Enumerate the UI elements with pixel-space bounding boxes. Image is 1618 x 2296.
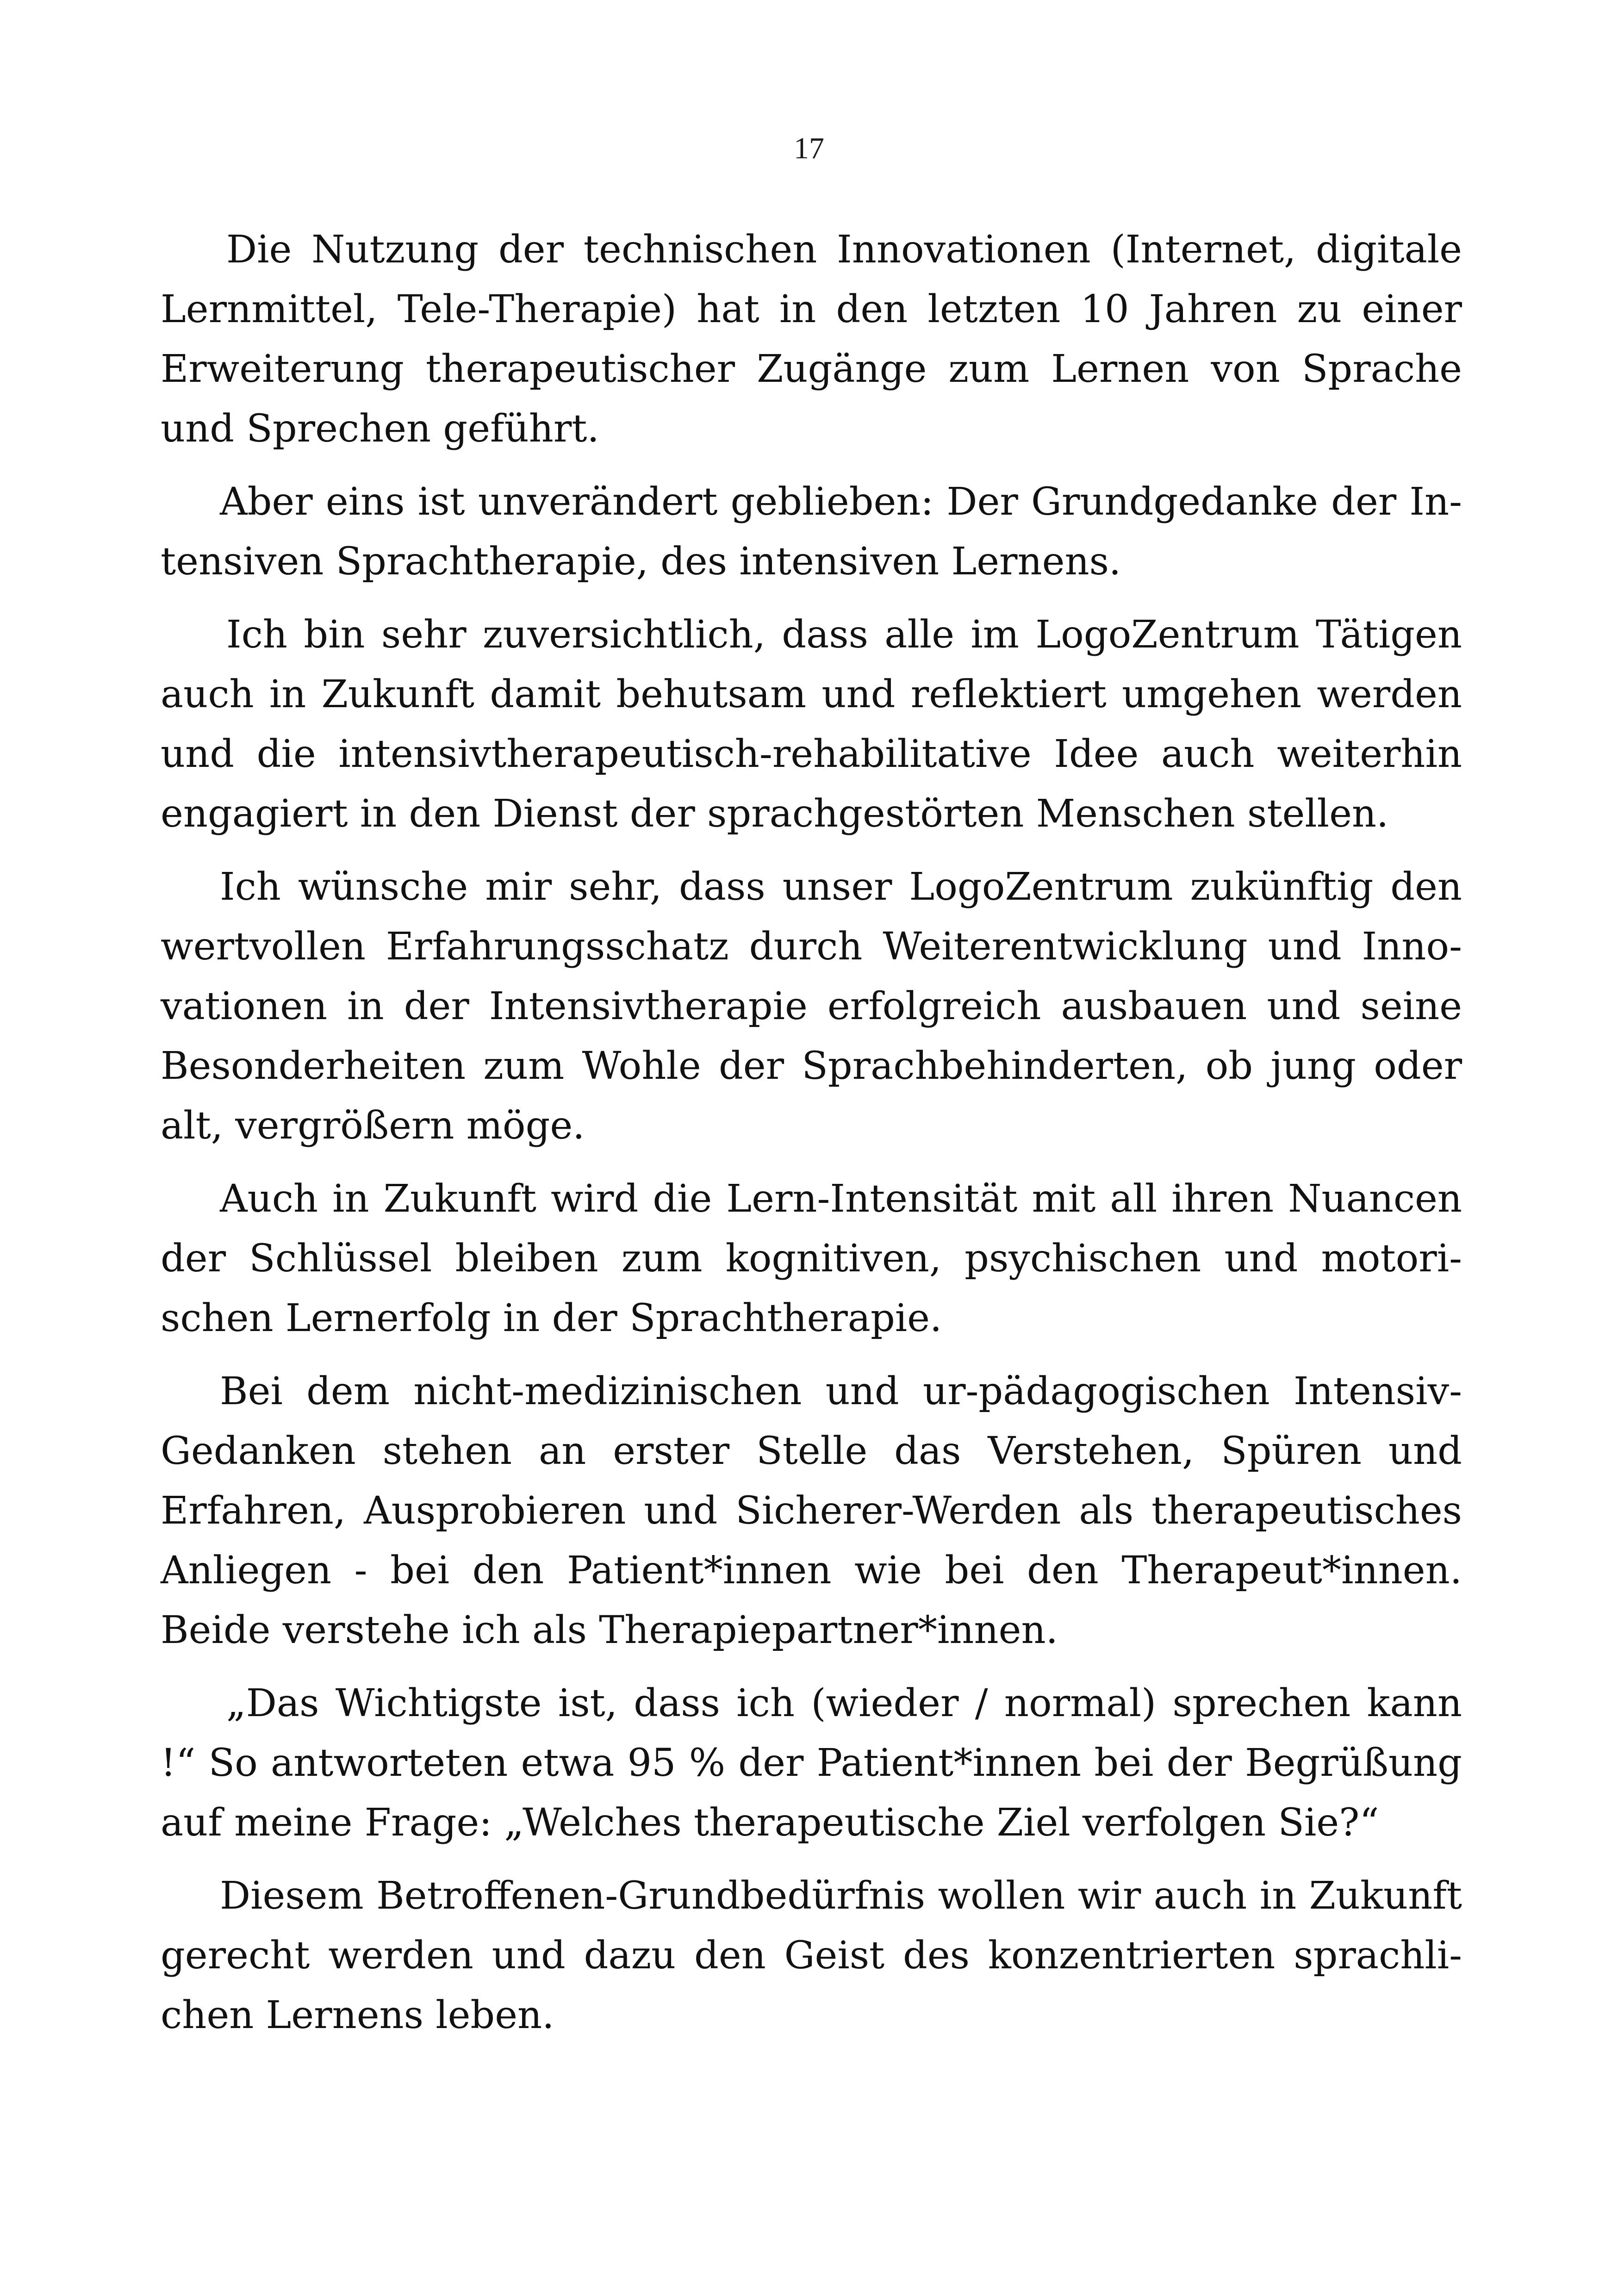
paragraph-7: „Das Wichtigste ist, dass ich (wieder / normal) sprechen kann !“ So antworteten etwa 95 % der Patient*innen bei der Begrüßung auf meine Frage: „Welches therapeutische Ziel verfolgen Sie?“ [161, 1681, 1462, 1845]
paragraph-1: Die Nutzung der technischen Innovationen (Internet, digitale Lernmittel, Tele-Therapie) hat in den letzten 10 Jahren zu einer Erweiterung therapeutischer Zugänge zum Lernen von Sprache und Sprechen geführt. [161, 227, 1462, 451]
paragraph-8: Diesem Betroffenen-Grundbedürfnis wollen wir auch in Zukunft gerecht werden und dazu den Geist des konzentrierten sprachlichen Lernens leben. [161, 1873, 1462, 2037]
paragraph-5: Auch in Zukunft wird die Lern-Intensität mit all ihren Nuancen der Schlüssel bleiben zum kognitiven, psychischen und motorischen Lernerfolg in der Sprachtherapie. [161, 1176, 1462, 1340]
paragraph-6: Bei dem nicht-medizinischen und ur-pädagogischen Intensiv-Gedanken stehen an erster Stelle das Verstehen, Spüren und Erfahren, Ausprobieren und Sicherer-Werden als therapeutisches Anliegen - bei den Patient*innen wie bei den Therapeut*innen. Beide verstehe ich als Therapiepartner*innen. [161, 1369, 1462, 1652]
paragraph-2: Aber eins ist unverändert geblieben: Der Grundgedanke der Intensiven Sprachtherapie, des intensiven Lernens. [161, 479, 1462, 584]
paragraph-4: Ich wünsche mir sehr, dass unser LogoZentrum zukünftig den wertvollen Erfahrungsschatz durch Weiterentwicklung und Innovationen in der Intensivtherapie erfolgreich ausbauen und seine Besonderheiten zum Wohle der Sprachbehinderten, ob jung oder alt, vergrößern möge. [161, 865, 1462, 1148]
body-text [161, 220, 1462, 2059]
page-number: 17 [794, 131, 824, 165]
paragraph-3: Ich bin sehr zuversichtlich, dass alle im LogoZentrum Tätigen auch in Zukunft damit behutsam und reflektiert umgehen werden und die intensivtherapeutisch-rehabilitative Idee auch weiterhin engagiert in den Dienst der sprachgestörten Menschen stellen. [161, 612, 1462, 836]
